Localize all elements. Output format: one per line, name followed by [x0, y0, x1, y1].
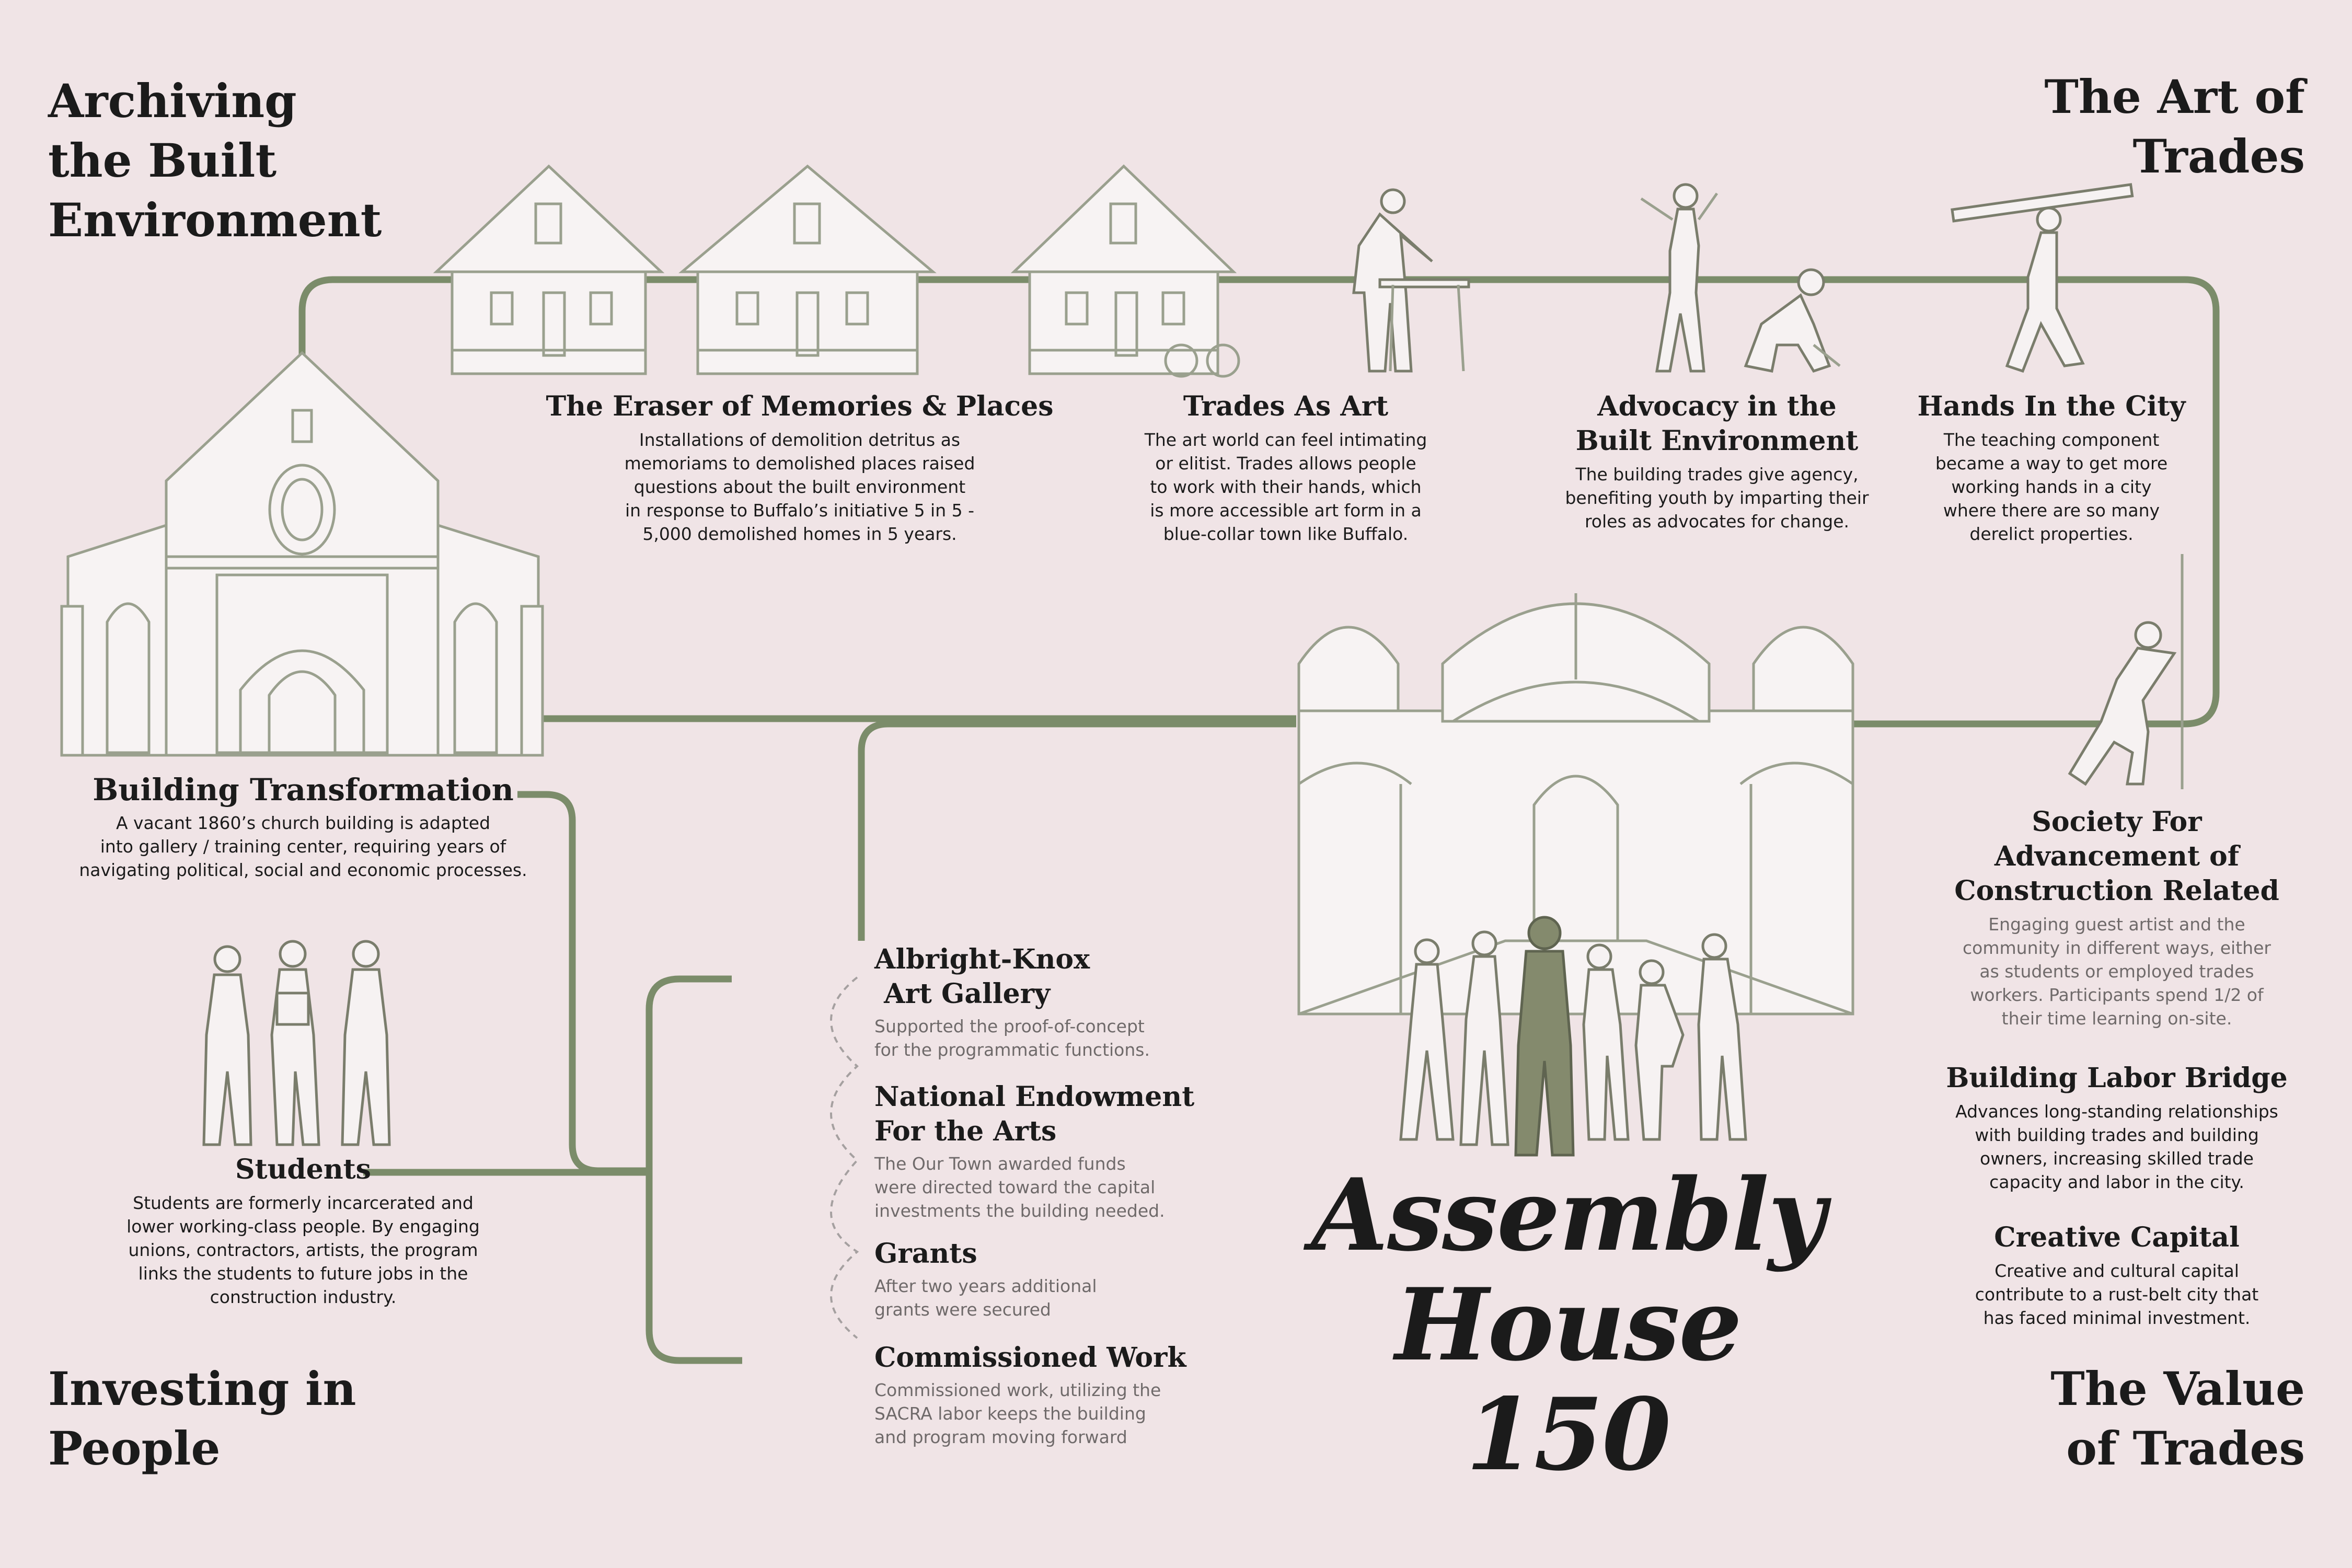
students-title: Students: [235, 1154, 371, 1185]
funding-item-albright-knox: [874, 942, 1240, 1062]
funding-dashed-connector: [831, 977, 857, 1338]
transformation-body: A vacant 1860’s church building is adapted into gallery / training center, requiring years of navigating political, social and economic processes.: [79, 813, 527, 880]
sacra-body: Engaging guest artist and the community in different ways, either as students or employed trades workers. Participants spend 1/2 of their time learning on-site.: [1963, 914, 2271, 1029]
section-hands-in-city: [1913, 389, 2190, 546]
section-students: [78, 1152, 528, 1309]
section-advocacy: [1537, 389, 1897, 533]
trades-art-body: The art world can feel intimating or elitist. Trades allows people to work with their hands, which is more accessible art form in a blue-collar town like Buffalo.: [1144, 430, 1427, 544]
grants-title: Grants: [874, 1238, 977, 1270]
heading-archiving-built-environment: Archiving the Built Environment: [48, 74, 382, 247]
students-illustration: [204, 941, 389, 1145]
advocacy-title: Advocacy in the Built Environment: [1575, 390, 1859, 457]
eraser-body: Installations of demolition detritus as memoriams to demolished places raised questions about the built environment in response to Buffalo’s initiative 5 in 5 - 5,000 demolished homes in 5 years.: [624, 430, 975, 544]
church-illustration: [62, 353, 543, 755]
eraser-title: The Eraser of Memories & Places: [546, 390, 1054, 422]
nea-body: The Our Town awarded funds were directed toward the capital investments the building needed.: [874, 1154, 1165, 1221]
funding-item-grants: [874, 1237, 1240, 1321]
heading-investing-in-people: Investing in People: [48, 1362, 356, 1475]
funding-item-nea: [874, 1080, 1240, 1223]
house-1-illustration: [436, 166, 661, 374]
transformation-title: Building Transformation: [93, 772, 514, 808]
carpenter-figure: [1354, 190, 1469, 371]
assembly-to-funding-line: [861, 724, 1296, 941]
section-eraser-of-memories: [544, 389, 1056, 546]
section-trades-as-art: [1124, 389, 1448, 546]
crouching-worker-figure: [1746, 270, 1840, 371]
albright-knox-body: Supported the proof-of-concept for the programmatic functions.: [874, 1016, 1150, 1060]
advocacy-body: The building trades give agency, benefiting youth by imparting their roles as advocates for change.: [1565, 464, 1869, 532]
commissioned-body: Commissioned work, utilizing the SACRA labor keeps the building and program moving forward: [874, 1380, 1161, 1447]
funding-item-commissioned-work: [874, 1341, 1240, 1449]
nea-title: National Endowment For the Arts: [874, 1081, 1195, 1147]
heading-value-of-trades: The Value of Trades: [2050, 1362, 2305, 1475]
albright-knox-title: Albright-Knox Art Gallery: [874, 943, 1090, 1010]
labor-bridge-title: Building Labor Bridge: [1946, 1062, 2288, 1094]
hands-title: Hands In the City: [1917, 390, 2186, 422]
house-2-illustration: [682, 166, 933, 374]
labor-bridge-body: Advances long-standing relationships with building trades and building owners, increasing skilled trade capacity and labor in the city.: [1955, 1101, 2278, 1192]
sacra-title: Society For Advancement of Construction Related: [1954, 806, 2279, 907]
students-body: Students are formerly incarcerated and lower working-class people. By engaging unions, contractors, artists, the program links the students to future jobs in the construction industry.: [126, 1193, 480, 1307]
creative-capital-body: Creative and cultural capital contribute to a rust-belt city that has faced minimal investment.: [1975, 1261, 2259, 1328]
funding-bracket: [649, 979, 742, 1361]
assembly-hall-illustration: [1299, 593, 1853, 1014]
pushing-worker-figure: [2070, 622, 2174, 784]
house-3-illustration: [1014, 166, 1239, 376]
hands-body: The teaching component became a way to get more working hands in a city where there are so many derelict properties.: [1935, 430, 2168, 544]
main-title: Assembly House 150: [1311, 1157, 1825, 1493]
creative-capital-title: Creative Capital: [1994, 1221, 2240, 1253]
commissioned-title: Commissioned Work: [874, 1342, 1186, 1374]
section-building-labor-bridge: [1908, 1061, 2326, 1194]
section-building-transformation: [47, 773, 559, 882]
heading-art-of-trades: The Art of Trades: [2044, 70, 2305, 183]
section-sacra: [1934, 805, 2300, 1030]
grants-body: After two years additional grants were secured: [874, 1276, 1097, 1320]
section-creative-capital: [1934, 1220, 2300, 1330]
trades-art-title: Trades As Art: [1183, 390, 1389, 422]
